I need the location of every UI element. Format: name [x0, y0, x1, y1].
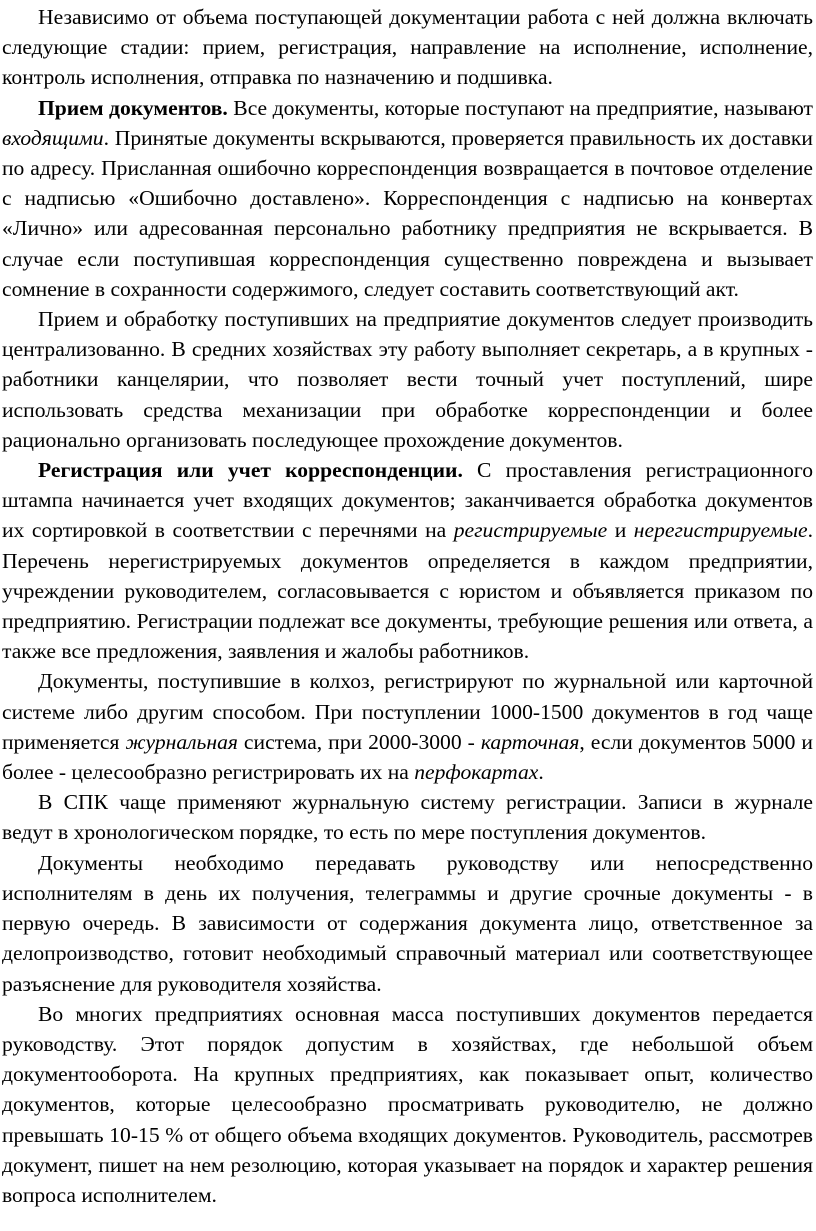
paragraph-resolution — [2, 999, 813, 1210]
text-run: Прием и обработку поступивших на предприятие документов следует производить централизованно. В средних хозяйствах эту работу выполняет секретарь, а в крупных - работники канцелярии, что позволяет вести точный учет поступлений, шире использовать средства механизации при обработке корреспонденции и более рационально организовать последующее прохождение документов. — [2, 307, 813, 452]
emphasis-term: нерегистрируемые — [633, 518, 808, 543]
text-run: и — [607, 518, 634, 543]
text-run: , если документов 5000 и более - целесообразно регистрировать их на — [2, 729, 813, 785]
emphasis-term: входящими — [2, 125, 104, 150]
text-run: Все документы, которые поступают на предприятие, называют — [227, 95, 813, 120]
paragraph-registration-systems — [2, 666, 813, 787]
section-heading-reception: Прием документов. — [38, 95, 228, 120]
paragraph-registration — [2, 455, 813, 666]
section-heading-registration: Регистрация или учет корреспонденции. — [38, 458, 463, 483]
text-run: В СПК чаще применяют журнальную систему регистрации. Записи в журнале ведут в хронологическом порядке, то есть по мере поступления документов. — [2, 790, 813, 845]
paragraph-centralized-processing — [2, 304, 813, 455]
paragraph-document-reception — [2, 93, 813, 304]
text-run: Документы необходимо передавать руководству или непосредственно исполнителям в день их получения, телеграммы и другие срочные документы - в первую очередь. В зависимости от содержания документа лицо, ответственное за делопроизводство, готовит необходимый справочный материал или соответствующее разъяснение для руководителя хозяйства. — [2, 850, 813, 996]
emphasis-term: регистрируемые — [453, 518, 608, 543]
paragraph-intro — [2, 2, 813, 93]
text-run: Независимо от объема поступающей документации работа с ней должна включать следующие стадии: прием, регистрация, направление на исполнение, исполнение, контроль исполнения, отправка по назначению и подшивка. — [2, 5, 813, 90]
text-run: система, при 2000-3000 - — [237, 729, 481, 754]
text-run: С проставления регистрационного штампа начинается учет входящих документов; заканчивается обработка документов их сортировкой в соответствии с перечнями на — [2, 458, 813, 543]
emphasis-term: журнальная — [125, 729, 238, 754]
paragraph-transfer-to-management — [2, 848, 813, 999]
text-run: . — [538, 760, 544, 785]
text-run: . Перечень нерегистрируемых документов определяется в каждом предприятии, учреждении руководителем, согласовывается с юристом и объявляется приказом по предприятию. Регистрации подлежат все документы, требующие решения или ответа, а также все предложения, заявления и жалобы работников. — [2, 518, 813, 664]
text-run: Во многих предприятиях основная масса поступивших документов передается руководству. Этот порядок допустим в хозяйствах, где небольшой объем документооборота. На крупных предприятиях, как показывает опыт, количество документов, которые целесообразно просматривать руководителю, не должно превышать 10-15 % от общего объема входящих документов. Руководитель, рассмотрев документ, пишет на нем резолюцию, которая указывает на порядок и характер решения вопроса исполнителем. — [2, 1001, 813, 1207]
text-run: . Принятые документы вскрываются, проверяется правильность их доставки по адресу. Присланная ошибочно корреспонденция возвращается в почтовое отделение с надписью «Ошибочно доставлено». Корреспонденция с надписью на конвертах «Лично» или адресованная персонально работнику предприятия не вскрывается. В случае если поступившая корреспонденция существенно повреждена и вызывает сомнение в сохранности содержимого, следует составить соответствующий акт. — [2, 125, 813, 301]
emphasis-term: перфокартах — [414, 760, 539, 785]
emphasis-term: карточная — [480, 729, 580, 754]
text-run: Документы, поступившие в колхоз, регистрируют по журнальной или карточной системе либо другим способом. При поступлении 1000-1500 документов в год чаще применяется — [2, 669, 813, 754]
paragraph-spk-journal — [2, 787, 813, 847]
